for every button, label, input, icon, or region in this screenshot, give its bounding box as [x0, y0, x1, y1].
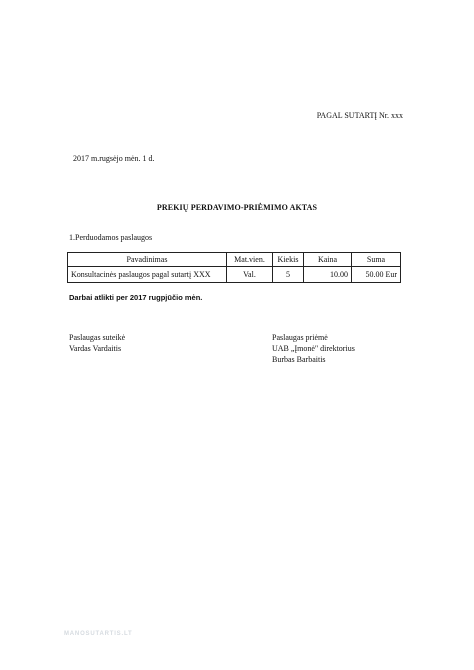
cell-quantity: 5 — [273, 267, 304, 283]
section-heading: 1.Perduodamos paslaugos — [69, 233, 153, 242]
column-header-name: Pavadinimas — [68, 253, 227, 267]
works-period-note: Darbai atlikti per 2017 rugpjūčio mėn. — [69, 293, 203, 302]
column-header-quantity: Kiekis — [273, 253, 304, 267]
column-header-price: Kaina — [304, 253, 352, 267]
receiver-label: Paslaugas priėmė — [272, 333, 328, 342]
cell-name: Konsultacinės paslaugos pagal sutartį XXX — [68, 267, 227, 283]
cell-sum: 50.00 Eur — [352, 267, 401, 283]
receiver-name: Burbas Barbaitis — [272, 355, 326, 364]
column-header-unit: Mat.vien. — [227, 253, 273, 267]
contract-reference: PAGAL SUTARTĮ Nr. xxx — [316, 111, 403, 120]
column-header-sum: Suma — [352, 253, 401, 267]
provider-label: Paslaugas suteikė — [69, 333, 126, 342]
receiver-company: UAB „Įmonė" direktorius — [272, 344, 355, 353]
table-row — [68, 267, 401, 283]
services-table — [67, 252, 401, 283]
cell-price: 10.00 — [304, 267, 352, 283]
cell-unit: Val. — [227, 267, 273, 283]
provider-name: Vardas Vardaitis — [69, 344, 122, 353]
table-header-row — [68, 253, 401, 267]
watermark-text: MANOSUTARTIS.LT — [64, 631, 133, 637]
document-title: PREKIŲ PERDAVIMO-PRIĖMIMO AKTAS — [156, 203, 318, 212]
document-date: 2017 m.rugsėjo mėn. 1 d. — [73, 154, 155, 163]
